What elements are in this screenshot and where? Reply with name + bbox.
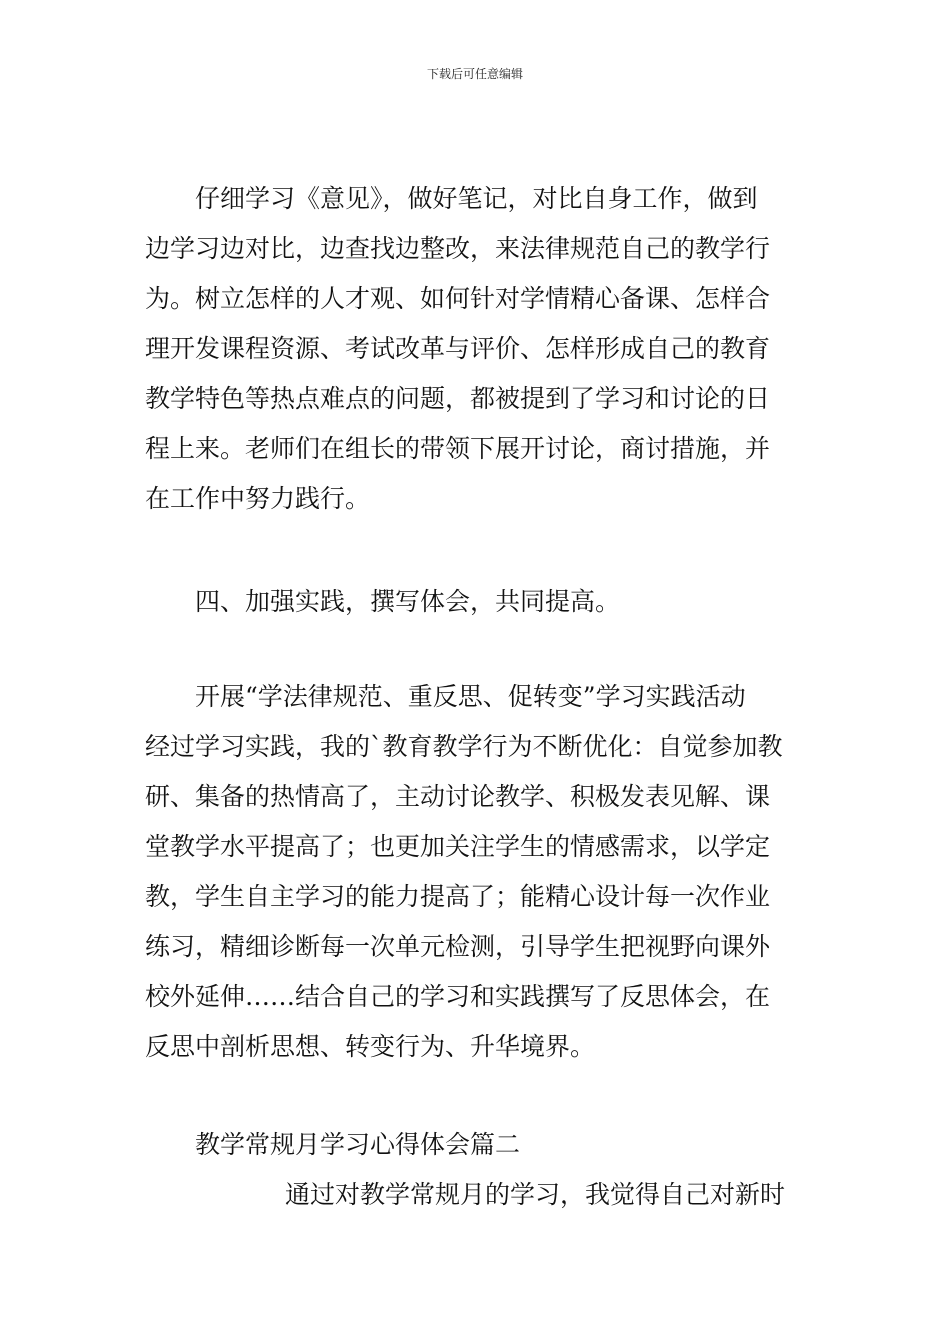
text-line: 研、集备的热情高了，主动讨论教学、积极发表见解、课 — [145, 782, 771, 811]
text-line: 练习，精细诊断每一次单元检测，引导学生把视野向课外 — [145, 932, 771, 961]
text-line: 理开发课程资源、考试改革与评价、怎样形成自己的教育 — [145, 334, 771, 363]
text-line: 经过学习实践，我的`教育教学行为不断优化：自觉参加教 — [145, 732, 783, 761]
text-line: 四、加强实践，撰写体会，共同提高。 — [195, 587, 621, 616]
section-article-two — [145, 1120, 815, 1220]
text-line: 边学习边对比，边查找边整改，来法律规范自己的教学行 — [145, 234, 771, 263]
text-line: 为。树立怎样的人才观、如何针对学情精心备课、怎样合 — [145, 284, 771, 313]
paragraph-study-opinions — [145, 174, 815, 524]
text-line: 校外延伸……结合自己的学习和实践撰写了反思体会，在 — [145, 982, 771, 1011]
text-line: 仔细学习《意见》，做好笔记，对比自身工作，做到 — [195, 184, 758, 213]
text-line: 教学特色等热点难点的问题，都被提到了学习和讨论的日 — [145, 384, 771, 413]
text-line: 开展“学法律规范、重反思、促转变”学习实践活动 — [195, 682, 746, 711]
text-line: 程上来。老师们在组长的带领下展开讨论，商讨措施，并 — [145, 434, 771, 463]
text-line: 反思中剖析思想、转变行为、升华境界。 — [145, 1032, 596, 1061]
text-line: 堂教学水平提高了；也更加关注学生的情感需求，以学定 — [145, 832, 771, 861]
page-header-note: 下载后可任意编辑 — [426, 67, 523, 81]
section-heading-four — [145, 577, 815, 627]
text-line: 在工作中努力践行。 — [145, 484, 371, 513]
text-line: 教，学生自主学习的能力提高了；能精心设计每一次作业 — [145, 882, 771, 911]
paragraph-practice-activity — [145, 672, 815, 1072]
text-line: 通过对教学常规月的学习，我觉得自己对新时 — [285, 1180, 786, 1209]
article-title: 教学常规月学习心得体会篇二 — [195, 1130, 521, 1159]
